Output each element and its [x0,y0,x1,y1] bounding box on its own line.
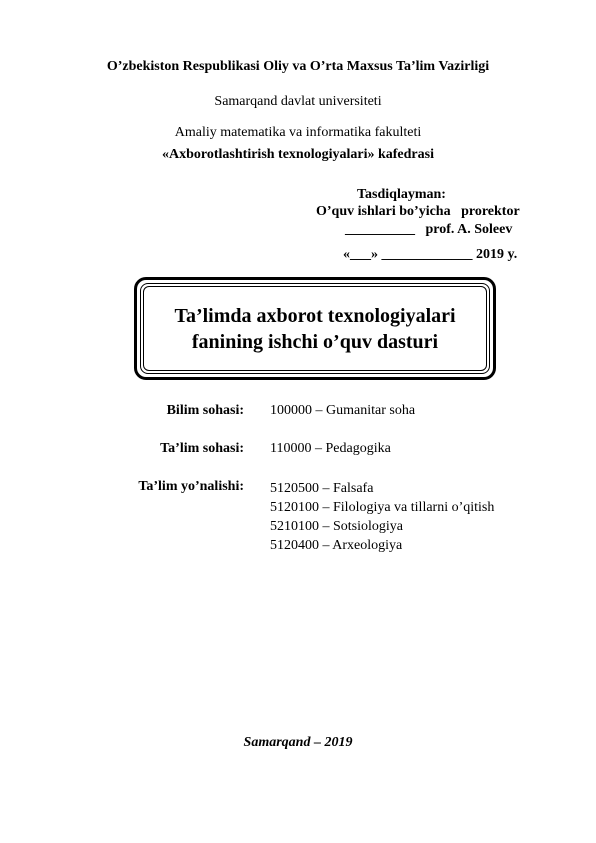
title-frame-inner [140,283,490,374]
approver-signature: __________ prof. A. Soleev [345,222,513,237]
ministry-name: O’zbekiston Respublikasi Oliy va O’rta Maxsus Ta’lim Vazirligi [106,59,490,74]
faculty-name: Amaliy matematika va informatika fakulteti [174,125,422,140]
field-value: 100000 – Gumanitar soha [270,403,416,418]
area-label: Ta’lim sohasi: [160,441,244,456]
title-line-1: Ta’limda axborot texnologiyalari [174,304,456,327]
department-name: «Axborotlashtirish texnologiyalari» kafedrasi [162,147,434,162]
approval-date: «___» _____________ 2019 y. [343,247,518,262]
direction-item: 5120100 – Filologiya va tillarni o’qitish [270,500,495,515]
title-line-2: fanining ishchi o’quv dasturi [191,330,439,353]
field-label: Bilim sohasi: [166,403,244,418]
direction-list [270,479,494,555]
direction-label: Ta’lim yo’nalishi: [138,479,244,494]
approval-heading: Tasdiqlayman: [357,187,446,202]
document-title [143,286,487,371]
direction-item: 5120400 – Arxeologiya [270,538,403,553]
title-frame [134,277,496,380]
approver-role: O’quv ishlari bo’yicha prorektor [316,204,520,219]
university-name: Samarqand davlat universiteti [214,94,382,109]
direction-item: 5210100 – Sotsiologiya [270,519,404,534]
city-year: Samarqand – 2019 [243,735,353,750]
area-value: 110000 – Pedagogika [270,441,391,456]
direction-item: 5120500 – Falsafa [270,481,374,496]
